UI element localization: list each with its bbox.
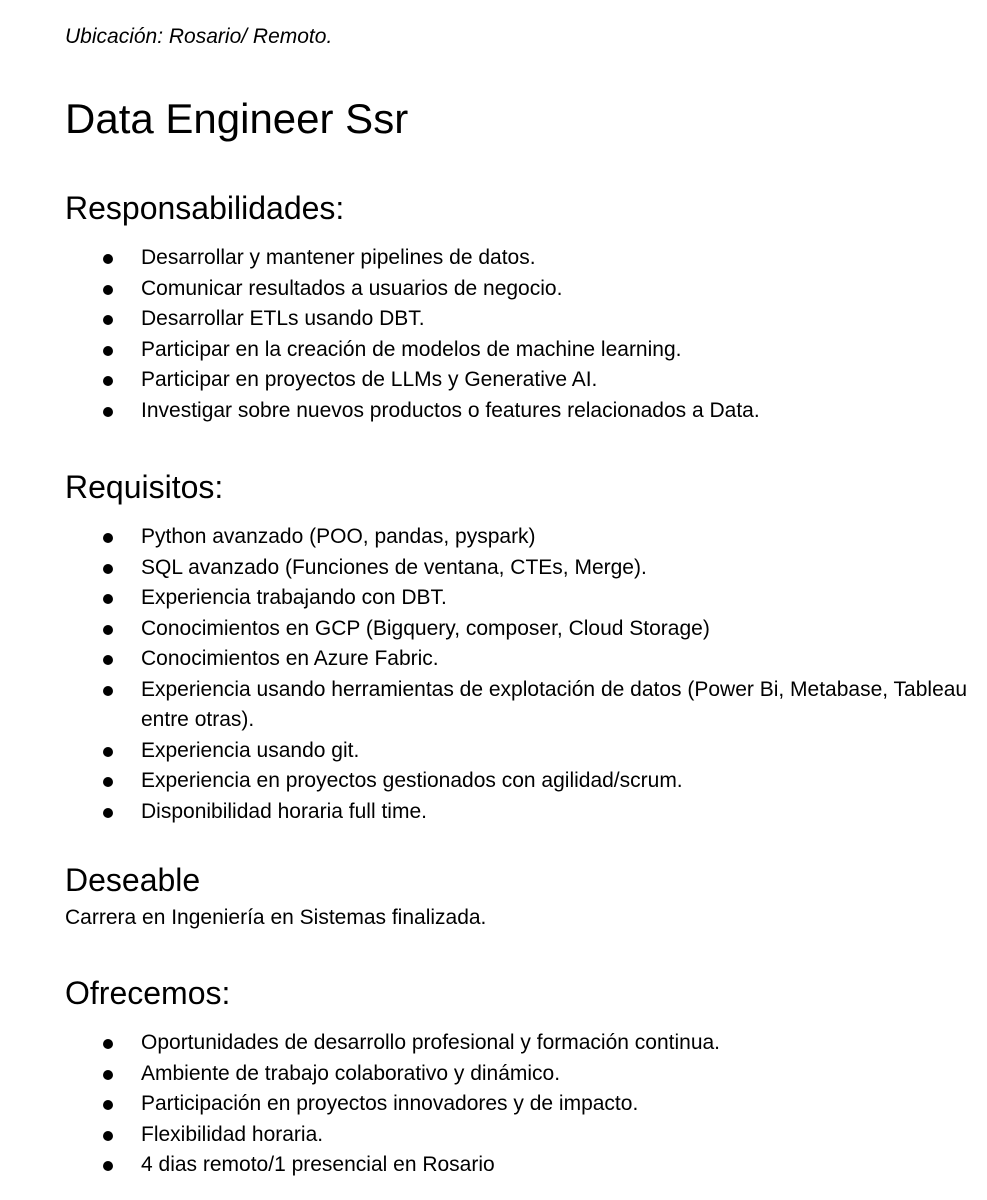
list-item-text: Experiencia usando git. bbox=[141, 738, 360, 762]
list-item-text: Desarrollar ETLs usando DBT. bbox=[141, 307, 425, 330]
list-item-text: Participar en proyectos de LLMs y Generative AI. bbox=[141, 368, 598, 391]
list-item bbox=[65, 797, 980, 828]
list-item bbox=[65, 522, 980, 553]
bullet-icon bbox=[103, 1161, 113, 1171]
bullet-icon bbox=[103, 254, 113, 264]
list-item bbox=[65, 1059, 980, 1090]
bullet-icon bbox=[103, 777, 113, 787]
requisitos-list bbox=[65, 522, 980, 827]
responsabilidades-list bbox=[65, 243, 980, 426]
list-item-text: Experiencia en proyectos gestionados con agilidad/scrum. bbox=[141, 769, 683, 792]
list-item-text: Ambiente de trabajo colaborativo y dinámico. bbox=[141, 1061, 561, 1085]
list-item-text: Participación en proyectos innovadores y de impacto. bbox=[141, 1092, 639, 1115]
bullet-icon bbox=[103, 346, 113, 356]
deseable-heading: Deseable bbox=[65, 862, 201, 898]
list-item bbox=[65, 243, 980, 274]
bullet-icon bbox=[103, 285, 113, 295]
list-item-text: Experiencia usando herramientas de explotación de datos (Power Bi, Metabase, Tableau entre otras). bbox=[141, 677, 968, 731]
bullet-icon bbox=[103, 533, 113, 543]
list-item-text: Desarrollar y mantener pipelines de datos. bbox=[141, 246, 536, 269]
list-item bbox=[65, 553, 980, 584]
bullet-icon bbox=[103, 1100, 113, 1110]
list-item bbox=[65, 1028, 980, 1059]
list-item bbox=[65, 766, 980, 797]
list-item bbox=[65, 1120, 980, 1151]
ofrecemos-list bbox=[65, 1028, 980, 1181]
bullet-icon bbox=[103, 1039, 113, 1049]
list-item-text: Participar en la creación de modelos de machine learning. bbox=[141, 337, 682, 361]
location-line: Ubicación: Rosario/ Remoto. bbox=[65, 25, 333, 48]
bullet-icon bbox=[103, 564, 113, 574]
list-item bbox=[65, 1150, 980, 1181]
list-item-text: Experiencia trabajando con DBT. bbox=[141, 586, 447, 609]
bullet-icon bbox=[103, 808, 113, 818]
bullet-icon bbox=[103, 747, 113, 757]
list-item bbox=[65, 675, 980, 736]
bullet-icon bbox=[103, 594, 113, 604]
list-item bbox=[65, 736, 980, 767]
list-item bbox=[65, 644, 980, 675]
list-item bbox=[65, 396, 980, 427]
list-item bbox=[65, 1089, 980, 1120]
bullet-icon bbox=[103, 407, 113, 417]
list-item bbox=[65, 583, 980, 614]
list-item bbox=[65, 274, 980, 305]
bullet-icon bbox=[103, 315, 113, 325]
list-item-text: Investigar sobre nuevos productos o features relacionados a Data. bbox=[141, 398, 760, 422]
requisitos-heading: Requisitos: bbox=[65, 469, 224, 505]
bullet-icon bbox=[103, 1070, 113, 1080]
deseable-text: Carrera en Ingeniería en Sistemas finalizada. bbox=[65, 906, 487, 929]
bullet-icon bbox=[103, 686, 113, 696]
list-item bbox=[65, 365, 980, 396]
list-item bbox=[65, 304, 980, 335]
job-title: Data Engineer Ssr bbox=[65, 95, 409, 142]
responsabilidades-heading: Responsabilidades: bbox=[65, 190, 345, 226]
list-item-text: SQL avanzado (Funciones de ventana, CTEs, Merge). bbox=[141, 555, 647, 579]
bullet-icon bbox=[103, 376, 113, 386]
list-item-text: Disponibilidad horaria full time. bbox=[141, 799, 427, 823]
ofrecemos-heading: Ofrecemos: bbox=[65, 975, 231, 1011]
list-item-text: Flexibilidad horaria. bbox=[141, 1122, 324, 1146]
list-item-text: Conocimientos en Azure Fabric. bbox=[141, 647, 439, 670]
list-item-text: Oportunidades de desarrollo profesional y formación continua. bbox=[141, 1031, 721, 1054]
list-item bbox=[65, 335, 980, 366]
bullet-icon bbox=[103, 625, 113, 635]
list-item bbox=[65, 614, 980, 645]
list-item-text: Comunicar resultados a usuarios de negocio. bbox=[141, 276, 563, 300]
bullet-icon bbox=[103, 1131, 113, 1141]
list-item-text: Conocimientos en GCP (Bigquery, composer, Cloud Storage) bbox=[141, 616, 710, 640]
list-item-text: Python avanzado (POO, pandas, pyspark) bbox=[141, 525, 536, 548]
list-item-text: 4 dias remoto/1 presencial en Rosario bbox=[141, 1153, 495, 1176]
bullet-icon bbox=[103, 655, 113, 665]
